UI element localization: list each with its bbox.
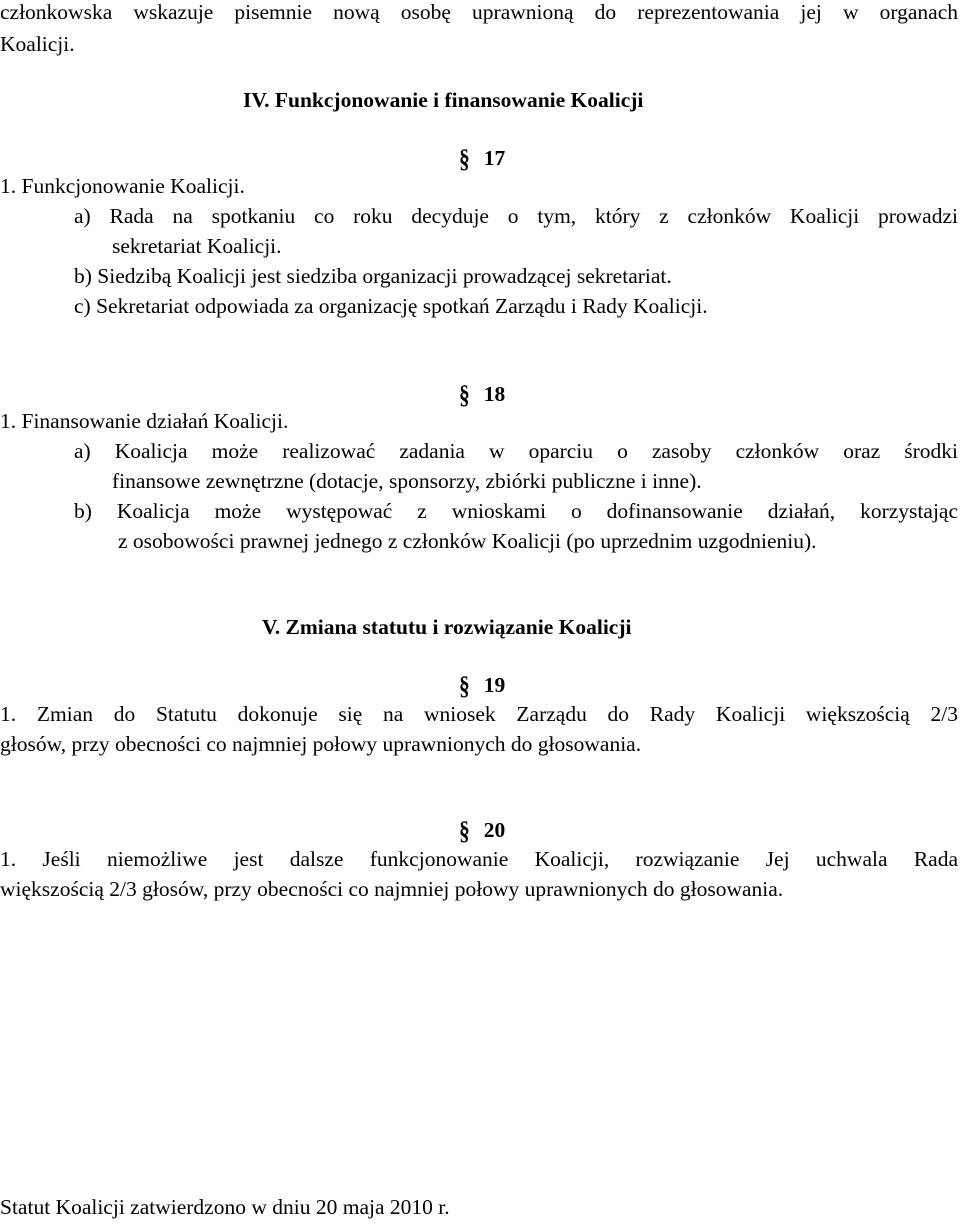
list-heading: 1. Funkcjonowanie Koalicji. — [0, 174, 245, 198]
paragraph-text: 1. Jeśli niemożliwe jest dalsze funkcjonowanie Koalicji, rozwiązanie Jej uchwala Rada — [0, 847, 958, 871]
paragraph-number-17 — [459, 144, 505, 172]
paragraph-number-18 — [459, 380, 505, 408]
paragraph-number-19 — [459, 671, 505, 699]
list-item: b) Koalicja może występować z wnioskami o dofinansowanie działań, korzystając — [74, 499, 958, 523]
section-sign-icon: § — [459, 143, 470, 173]
list-item: a) Rada na spotkaniu co roku decyduje o tym, który z członków Koalicji prowadzi — [74, 204, 958, 228]
section-sign-icon: § — [459, 670, 470, 700]
paragraph-text: głosów, przy obecności co najmniej połowy uprawnionych do głosowania. — [0, 732, 642, 756]
list-item: a) Koalicja może realizować zadania w oparciu o zasoby członków oraz środki — [74, 439, 958, 463]
footer-approval-note: Statut Koalicji zatwierdzono w dniu 20 maja 2010 r. — [0, 1195, 450, 1219]
section-heading-v: V. Zmiana statutu i rozwiązanie Koalicji — [262, 615, 632, 639]
list-heading: 1. Finansowanie działań Koalicji. — [0, 409, 289, 433]
paragraph-number: 17 — [483, 146, 506, 170]
list-item: c) Sekretariat odpowiada za organizację spotkań Zarządu i Rady Koalicji. — [74, 294, 708, 318]
paragraph-text: członkowska wskazuje pisemnie nową osobę uprawnioną do reprezentowania jej w organach — [0, 0, 958, 24]
paragraph-text: 1. Zmian do Statutu dokonuje się na wniosek Zarządu do Rady Koalicji większością 2/3 — [0, 702, 958, 726]
list-item-continuation: sekretariat Koalicji. — [112, 234, 282, 258]
section-sign-icon: § — [459, 815, 470, 845]
paragraph-text: większością 2/3 głosów, przy obecności co najmniej połowy uprawnionych do głosowania. — [0, 877, 784, 901]
list-item-continuation: z osobowości prawnej jednego z członków Koalicji (po uprzednim uzgodnieniu). — [118, 529, 817, 553]
paragraph-text: Koalicji. — [0, 32, 75, 56]
paragraph-number: 20 — [483, 818, 506, 842]
section-heading-iv: IV. Funkcjonowanie i finansowanie Koalicji — [243, 88, 644, 112]
list-item: b) Siedzibą Koalicji jest siedziba organizacji prowadzącej sekretariat. — [74, 264, 672, 288]
list-item-continuation: finansowe zewnętrzne (dotacje, sponsorzy, zbiórki publiczne i inne). — [112, 469, 702, 493]
paragraph-number: 18 — [483, 382, 506, 406]
paragraph-number-20 — [459, 816, 505, 844]
section-sign-icon: § — [459, 379, 470, 409]
paragraph-number: 19 — [483, 673, 506, 697]
